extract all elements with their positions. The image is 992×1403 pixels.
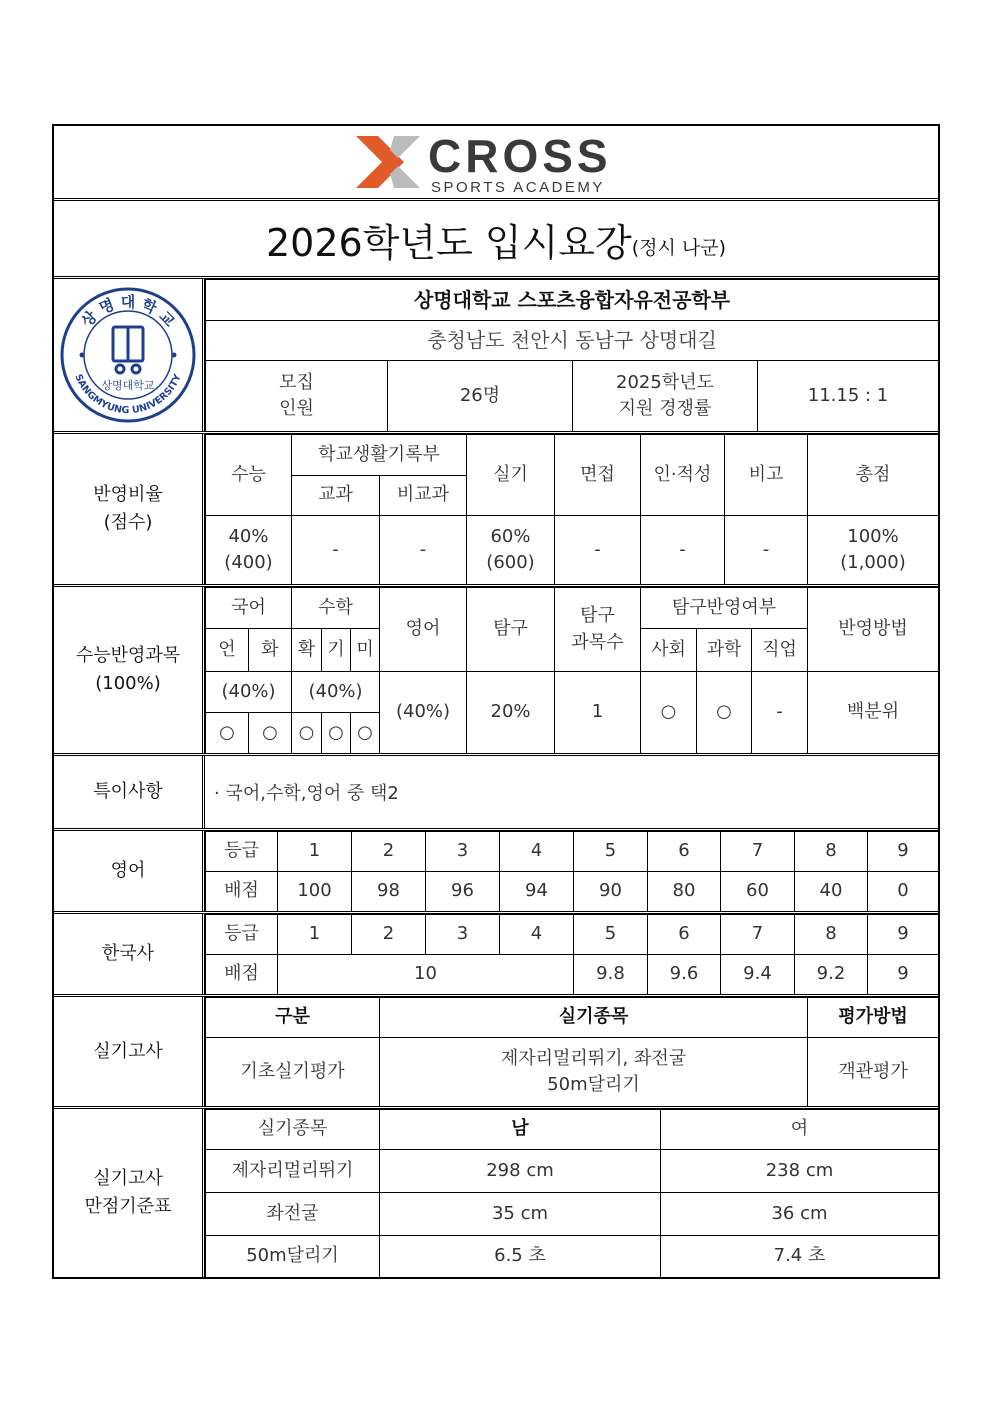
cross-logo [346, 128, 646, 196]
grade-cell: 8 [795, 832, 868, 872]
grade-cell: 4 [500, 915, 574, 955]
practical-eval: 객관평가 [808, 1038, 939, 1107]
header-total: 총점 [808, 435, 939, 516]
mark-mi: ○ [351, 713, 380, 754]
perfect-label: 실기고사 만점기준표 [84, 1168, 172, 1217]
score-cell: 9.6 [648, 955, 721, 995]
event-name: 50m달리기 [206, 1236, 380, 1278]
grade-cell: 9 [868, 915, 939, 955]
ratio-label: 반영비율 (점수) [93, 484, 163, 533]
math-percent: (40%) [292, 672, 380, 713]
score-cell: 98 [352, 872, 426, 912]
header-inquiry: 탐구 [467, 588, 555, 672]
grade-cell: 9 [868, 832, 939, 872]
mark-gi: ○ [322, 713, 351, 754]
title-main: 2026학년도 입시요강 [265, 220, 632, 265]
header-male: 남 [380, 1110, 661, 1150]
perfect-score-section [54, 1109, 938, 1277]
practical-table [205, 997, 939, 1107]
title-sub: (정시 나군) [631, 236, 727, 259]
score-cell: 9 [868, 955, 939, 995]
notes-text: · 국어,수학,영어 중 택2 [214, 783, 399, 804]
perfect-score-table [205, 1109, 939, 1278]
female-value: 7.4 초 [661, 1236, 939, 1278]
university-address: 충청남도 천안시 동남구 상명대길 [206, 321, 939, 361]
male-value: 35 cm [380, 1193, 661, 1236]
grade-cell: 2 [352, 832, 426, 872]
score-cell: 100 [278, 872, 352, 912]
score-label: 배점 [206, 872, 278, 912]
logo-sub: SPORTS ACADEMY [431, 179, 605, 196]
university-table [205, 279, 939, 432]
grade-label: 등급 [206, 832, 278, 872]
header-korean: 국어 [206, 588, 292, 629]
mark-social: ○ [641, 672, 697, 754]
grade-cell: 1 [278, 832, 352, 872]
score-cell: 80 [648, 872, 721, 912]
mark-hwa: ○ [249, 713, 292, 754]
header-inquiry-count: 탐구 과목수 [555, 588, 641, 672]
inquiry-count: 1 [555, 672, 641, 754]
value-nonsubject: - [380, 516, 467, 585]
table-row [206, 1150, 939, 1193]
score-cell: 9.4 [721, 955, 795, 995]
header-event: 실기종목 [206, 1110, 380, 1150]
university-section [54, 279, 938, 431]
header-event: 실기종목 [380, 998, 808, 1038]
score-cell: 60 [721, 872, 795, 912]
grade-cell: 3 [426, 832, 500, 872]
grade-label: 등급 [206, 915, 278, 955]
inquiry-vocational: 직업 [752, 629, 808, 672]
mark-science: ○ [697, 672, 752, 754]
value-subject: - [292, 516, 380, 585]
practical-events: 제자리멀리뛰기, 좌전굴 50m달리기 [380, 1038, 808, 1107]
history-scale-table [205, 914, 939, 995]
notes-label: 특이사항 [93, 781, 163, 803]
grade-cell: 3 [426, 915, 500, 955]
practical-section [54, 997, 938, 1106]
male-value: 298 cm [380, 1150, 661, 1193]
method-value: 백분위 [808, 672, 939, 754]
header-inquiry-type: 탐구반영여부 [641, 588, 808, 629]
value-character: - [641, 516, 725, 585]
math-sub-mi: 미 [351, 629, 380, 672]
recruit-value: 26명 [388, 361, 573, 432]
score-cell: 90 [574, 872, 648, 912]
logo-area [54, 126, 938, 198]
inquiry-science: 과학 [697, 629, 752, 672]
history-label: 한국사 [101, 943, 155, 965]
seal-top-text: 상 명 대 학 교 [77, 293, 179, 331]
grade-cell: 7 [721, 915, 795, 955]
subjects-section [54, 587, 938, 753]
history-scale-section [54, 914, 938, 994]
admission-sheet [52, 124, 940, 1279]
header-other: 비고 [725, 435, 808, 516]
event-name: 좌전굴 [206, 1193, 380, 1236]
value-total: 100% (1,000) [808, 516, 939, 585]
value-practical: 60% (600) [467, 516, 555, 585]
mark-hwak: ○ [292, 713, 322, 754]
value-suneung: 40% (400) [206, 516, 292, 585]
female-value: 36 cm [661, 1193, 939, 1236]
english-scale-section [54, 831, 938, 911]
notes-section [54, 756, 938, 828]
score-cell: 9.2 [795, 955, 868, 995]
mark-eon: ○ [206, 713, 249, 754]
grade-cell: 7 [721, 832, 795, 872]
competition-label: 2025학년도 지원 경쟁률 [573, 361, 758, 432]
grade-cell: 6 [648, 915, 721, 955]
ratio-table [205, 434, 939, 585]
score-label: 배점 [206, 955, 278, 995]
korean-percent: (40%) [206, 672, 292, 713]
korean-sub-eon: 언 [206, 629, 249, 672]
header-english: 영어 [380, 588, 467, 672]
grade-cell: 1 [278, 915, 352, 955]
recruit-label: 모집 인원 [206, 361, 388, 432]
math-sub-hwak: 확 [292, 629, 322, 672]
header-female: 여 [661, 1110, 939, 1150]
university-name: 상명대학교 스포츠융합자유전공학부 [206, 280, 939, 321]
practical-label: 실기고사 [93, 1040, 163, 1062]
english-scale-table [205, 831, 939, 912]
university-seal [54, 279, 202, 431]
competition-value: 11.15 : 1 [758, 361, 939, 432]
seal-center-text: 상명대학교 [101, 379, 155, 392]
header-math: 수학 [292, 588, 380, 629]
ratio-section [54, 434, 938, 584]
value-interview: - [555, 516, 641, 585]
subjects-label: 수능반영과목 (100%) [75, 645, 181, 694]
event-name: 제자리멀리뛰기 [206, 1150, 380, 1193]
grade-cell: 6 [648, 832, 721, 872]
logo-word: CROSS [428, 130, 612, 182]
header-interview: 면접 [555, 435, 641, 516]
divider [202, 756, 205, 828]
grade-cell: 4 [500, 832, 574, 872]
mark-vocational: - [752, 672, 808, 754]
grade-cell: 2 [352, 915, 426, 955]
page-title [54, 201, 938, 277]
english-percent: (40%) [380, 672, 467, 754]
score-cell: 40 [795, 872, 868, 912]
header-school-record: 학교생활기록부 [292, 435, 467, 476]
header-method: 반영방법 [808, 588, 939, 672]
header-suneung: 수능 [206, 435, 292, 516]
score-cell: 0 [868, 872, 939, 912]
english-label: 영어 [110, 860, 146, 882]
grade-cell: 5 [574, 915, 648, 955]
table-row [206, 1193, 939, 1236]
grade-cell: 5 [574, 832, 648, 872]
header-eval: 평가방법 [808, 998, 939, 1038]
math-sub-gi: 기 [322, 629, 351, 672]
score-cell: 94 [500, 872, 574, 912]
x-mark-icon [356, 136, 420, 188]
score-cell: 96 [426, 872, 500, 912]
grade-cell: 8 [795, 915, 868, 955]
seal-bottom-text: SANGMYUNG UNIVERSITY [72, 372, 184, 417]
header-character: 인·적성 [641, 435, 725, 516]
score-cell-merged: 10 [278, 955, 574, 995]
practical-type: 기초실기평가 [206, 1038, 380, 1107]
header-nonsubject: 비교과 [380, 476, 467, 516]
score-cell: 9.8 [574, 955, 648, 995]
korean-sub-hwa: 화 [249, 629, 292, 672]
table-row [206, 1236, 939, 1278]
value-other: - [725, 516, 808, 585]
inquiry-social: 사회 [641, 629, 697, 672]
header-type: 구분 [206, 998, 380, 1038]
header-subject: 교과 [292, 476, 380, 516]
seal-emblem-icon [113, 327, 143, 373]
male-value: 6.5 초 [380, 1236, 661, 1278]
inquiry-percent: 20% [467, 672, 555, 754]
female-value: 238 cm [661, 1150, 939, 1193]
subjects-table [205, 587, 939, 754]
header-practical: 실기 [467, 435, 555, 516]
